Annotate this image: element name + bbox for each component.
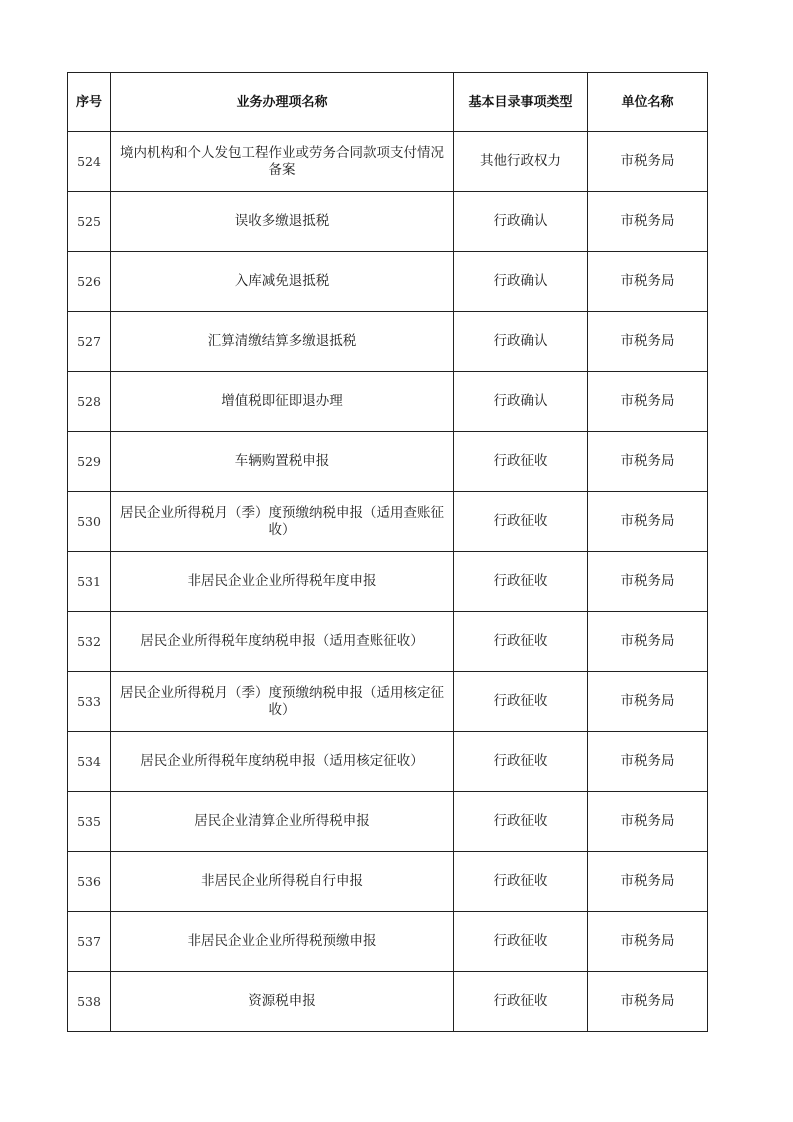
row-name: 非居民企业企业所得税预缴申报 [111, 912, 454, 972]
table-row [68, 192, 708, 252]
row-name: 车辆购置税申报 [111, 432, 454, 492]
table-row [68, 252, 708, 312]
row-dept: 市税务局 [588, 372, 708, 432]
row-dept: 市税务局 [588, 852, 708, 912]
table-row [68, 852, 708, 912]
row-type: 行政确认 [454, 252, 588, 312]
row-type: 行政征收 [454, 912, 588, 972]
row-type: 行政征收 [454, 792, 588, 852]
row-name: 非居民企业所得税自行申报 [111, 852, 454, 912]
table-row [68, 132, 708, 192]
row-index: 526 [68, 252, 111, 312]
row-type: 行政征收 [454, 612, 588, 672]
table-row [68, 732, 708, 792]
row-index: 538 [68, 972, 111, 1032]
row-name: 居民企业清算企业所得税申报 [111, 792, 454, 852]
row-dept: 市税务局 [588, 432, 708, 492]
table-row [68, 372, 708, 432]
row-dept: 市税务局 [588, 252, 708, 312]
row-type: 行政征收 [454, 732, 588, 792]
header-index: 序号 [68, 73, 111, 132]
row-dept: 市税务局 [588, 492, 708, 552]
row-index: 530 [68, 492, 111, 552]
row-index: 533 [68, 672, 111, 732]
row-dept: 市税务局 [588, 672, 708, 732]
row-name: 非居民企业企业所得税年度申报 [111, 552, 454, 612]
row-name: 居民企业所得税年度纳税申报（适用查账征收） [111, 612, 454, 672]
row-name: 居民企业所得税年度纳税申报（适用核定征收） [111, 732, 454, 792]
row-dept: 市税务局 [588, 912, 708, 972]
row-dept: 市税务局 [588, 732, 708, 792]
row-dept: 市税务局 [588, 192, 708, 252]
header-name: 业务办理项名称 [111, 73, 454, 132]
row-dept: 市税务局 [588, 312, 708, 372]
row-name: 增值税即征即退办理 [111, 372, 454, 432]
row-index: 532 [68, 612, 111, 672]
row-type: 行政确认 [454, 192, 588, 252]
row-type: 行政确认 [454, 312, 588, 372]
table-row [68, 492, 708, 552]
row-type: 行政征收 [454, 972, 588, 1032]
table-body [68, 132, 708, 1032]
table-row [68, 432, 708, 492]
row-index: 529 [68, 432, 111, 492]
table-row [68, 972, 708, 1032]
table-row [68, 612, 708, 672]
row-index: 536 [68, 852, 111, 912]
table-row [68, 792, 708, 852]
row-name: 居民企业所得税月（季）度预缴纳税申报（适用查账征收） [111, 492, 454, 552]
header-dept: 单位名称 [588, 73, 708, 132]
header-type: 基本目录事项类型 [454, 73, 588, 132]
row-name: 境内机构和个人发包工程作业或劳务合同款项支付情况备案 [111, 132, 454, 192]
row-type: 行政确认 [454, 372, 588, 432]
row-type: 行政征收 [454, 852, 588, 912]
row-name: 入库减免退抵税 [111, 252, 454, 312]
row-index: 525 [68, 192, 111, 252]
row-index: 527 [68, 312, 111, 372]
row-dept: 市税务局 [588, 972, 708, 1032]
row-type: 其他行政权力 [454, 132, 588, 192]
row-name: 汇算清缴结算多缴退抵税 [111, 312, 454, 372]
row-dept: 市税务局 [588, 132, 708, 192]
row-index: 535 [68, 792, 111, 852]
service-items-table-container [67, 72, 707, 1032]
row-name: 误收多缴退抵税 [111, 192, 454, 252]
row-index: 528 [68, 372, 111, 432]
row-name: 资源税申报 [111, 972, 454, 1032]
table-row [68, 912, 708, 972]
service-items-table [67, 72, 708, 1032]
row-dept: 市税务局 [588, 552, 708, 612]
row-type: 行政征收 [454, 432, 588, 492]
row-type: 行政征收 [454, 672, 588, 732]
table-row [68, 552, 708, 612]
row-index: 524 [68, 132, 111, 192]
row-type: 行政征收 [454, 492, 588, 552]
header-row [68, 73, 708, 132]
row-name: 居民企业所得税月（季）度预缴纳税申报（适用核定征收） [111, 672, 454, 732]
table-row [68, 672, 708, 732]
row-index: 531 [68, 552, 111, 612]
table-row [68, 312, 708, 372]
row-index: 534 [68, 732, 111, 792]
row-type: 行政征收 [454, 552, 588, 612]
row-index: 537 [68, 912, 111, 972]
row-dept: 市税务局 [588, 612, 708, 672]
row-dept: 市税务局 [588, 792, 708, 852]
table-header [68, 73, 708, 132]
